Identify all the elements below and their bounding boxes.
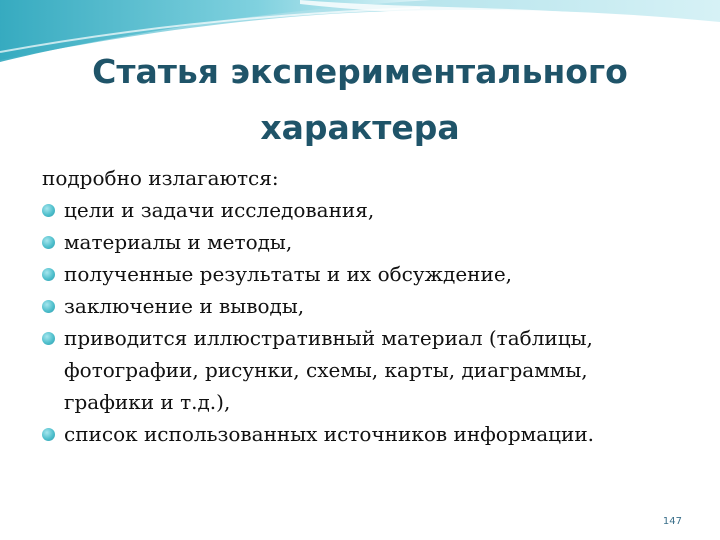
bullet-item bbox=[42, 418, 682, 450]
slide-body bbox=[42, 162, 682, 450]
bullet-text: заключение и выводы, bbox=[64, 294, 305, 318]
bullet-text: список использованных источников информации. bbox=[64, 422, 594, 446]
bullet-item bbox=[42, 194, 682, 226]
bullet-dot-icon bbox=[42, 332, 55, 345]
bullet-list bbox=[42, 194, 682, 450]
bullet-item bbox=[42, 226, 682, 258]
bullet-dot-icon bbox=[42, 204, 55, 217]
page-number: 147 bbox=[662, 516, 682, 527]
bullet-item bbox=[42, 322, 682, 418]
bullet-text: цели и задачи исследования, bbox=[64, 198, 375, 222]
bullet-dot-icon bbox=[42, 268, 55, 281]
bullet-text: материалы и методы, bbox=[64, 230, 293, 254]
bullet-item bbox=[42, 290, 682, 322]
intro-text: подробно излагаются: bbox=[42, 166, 279, 190]
bullet-text: полученные результаты и их обсуждение, bbox=[64, 262, 513, 286]
slide-title: Статья экспериментального характера bbox=[92, 52, 628, 147]
bullet-text: приводится иллюстративный материал (таблицы, фотографии, рисунки, схемы, карты, диаграммы, графики и т.д.), bbox=[64, 326, 593, 414]
bullet-dot-icon bbox=[42, 236, 55, 249]
bullet-dot-icon bbox=[42, 300, 55, 313]
bullet-item bbox=[42, 258, 682, 290]
bullet-dot-icon bbox=[42, 428, 55, 441]
